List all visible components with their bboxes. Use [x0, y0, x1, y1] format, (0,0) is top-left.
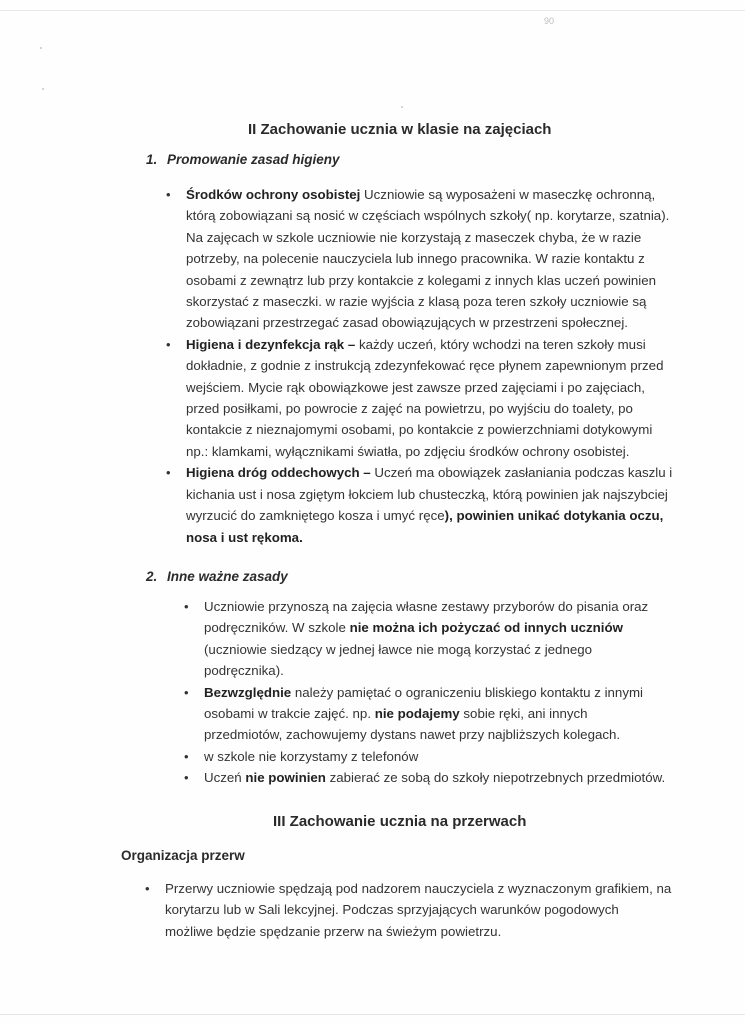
text: możliwe będzie spędzanie przerw na świeżym powietrzu. — [165, 923, 502, 939]
subsection-title-text: Promowanie zasad higieny — [167, 152, 340, 167]
bullet-icon: • — [166, 336, 171, 352]
scan-speck — [401, 106, 403, 108]
text: w szkole nie korzystamy z telefonów — [204, 748, 419, 764]
list-item — [184, 767, 704, 788]
text-line — [186, 270, 706, 291]
text: należy pamiętać o ograniczeniu bliskiego kontaktu z innymi — [291, 684, 644, 700]
subsection-title-1 — [146, 152, 340, 167]
list-item — [166, 462, 706, 548]
text-line — [186, 419, 706, 440]
list-item — [184, 682, 704, 746]
text-line — [204, 682, 704, 703]
text: Uczeń — [204, 770, 246, 786]
text: zabierać ze sobą do szkoły niepotrzebnych przedmiotów. — [325, 770, 666, 786]
text: każdy uczeń, który wchodzi na teren szkoły musi — [355, 336, 646, 352]
text-line — [186, 441, 706, 462]
text: sobie ręki, ani innych — [459, 706, 588, 722]
bullet-icon: • — [184, 748, 189, 764]
subsection-title-2 — [146, 569, 288, 584]
text-line — [165, 899, 705, 920]
list-item — [184, 746, 704, 767]
text-line — [165, 921, 705, 942]
text-line — [186, 462, 706, 483]
bold-text: Bezwzględnie — [204, 684, 292, 700]
text-line — [186, 205, 706, 226]
text: którą zobowiązani są nosić w częściach wspólnych szkoły( np. korytarze, szatnia). — [186, 208, 670, 224]
text-line — [204, 617, 704, 638]
bullet-list-hygiene — [166, 184, 706, 548]
bold-text: nie można ich pożyczać od innych uczniów — [349, 620, 623, 636]
text: dokładnie, z godnie z instrukcją zdezynfekować ręce płynem zapewnionym przed — [186, 358, 664, 374]
text-line — [186, 291, 706, 312]
text-line — [186, 484, 706, 505]
text: np.: klamkami, wyłącznikami światła, po zdjęciu środków ochrony osobistej. — [186, 443, 630, 459]
subsection-number: 2. — [146, 569, 158, 584]
list-item — [166, 334, 706, 462]
text-line — [186, 227, 706, 248]
text: Uczniowie przynoszą na zajęcia własne zestawy przyborów do pisania oraz — [204, 599, 649, 614]
bullet-list-breaks — [145, 878, 705, 942]
text-line — [165, 878, 705, 899]
bullet-icon: • — [184, 770, 189, 786]
text-line — [186, 377, 706, 398]
text-line — [204, 767, 704, 788]
bullet-list-other-rules — [184, 596, 704, 789]
subsection-title-breaks: Organizacja przerw — [121, 848, 245, 863]
text: kichania ust i nosa zgiętym łokciem lub chusteczką, którą powinien jak najszybciej — [186, 486, 668, 502]
text-line — [186, 355, 706, 376]
subsection-number: 1. — [146, 152, 158, 167]
list-item — [184, 596, 704, 682]
bullet-icon: • — [184, 684, 189, 700]
section-heading-iii: III Zachowanie ucznia na przerwach — [273, 813, 527, 830]
bullet-icon: • — [166, 187, 171, 202]
text-line — [204, 724, 704, 745]
text-line — [204, 703, 704, 724]
text: podręczników. W szkole — [204, 620, 350, 636]
section-heading-ii: II Zachowanie ucznia w klasie na zajęciach — [248, 121, 552, 138]
scan-edge-bottom — [0, 1014, 745, 1015]
text: osobami w trakcie zajęć. np. — [204, 706, 375, 722]
text-line — [204, 660, 704, 681]
text: Uczeń ma obowiązek zasłaniania podczas kaszlu i — [370, 465, 673, 481]
subsection-title-text: Inne ważne zasady — [167, 569, 288, 584]
text-line — [204, 639, 704, 660]
text: Przerwy uczniowie spędzają pod nadzorem nauczyciela z wyznaczonym grafikiem, na — [165, 881, 672, 896]
text-line — [204, 596, 704, 617]
text: (uczniowie siedzący w jednej ławce nie mogą korzystać z jednego — [204, 641, 593, 657]
text: potrzeby, na polecenie nauczyciela lub innego pracownika. W razie kontaktu z — [186, 251, 645, 267]
text-line — [186, 184, 706, 205]
text: wyrzucić do zamkniętego kosza i umyć ręce — [186, 508, 445, 524]
bold-text: Środków ochrony osobistej — [186, 187, 361, 202]
text-line — [186, 527, 706, 548]
text: zobowiązani przestrzegać zasad obowiązujących w przestrzeni społecznej. — [186, 315, 628, 331]
scan-speck — [40, 47, 42, 49]
text-line — [186, 505, 706, 526]
scan-speck — [42, 88, 44, 90]
list-item — [145, 878, 705, 942]
text: kontakcie z nieznajomymi osobami, po kontakcie z powierzchniami dotykowymi — [186, 422, 653, 438]
text: osobami z zewnątrz lub przy kontakcie z kolegami z innych klas uczeń powinien — [186, 272, 657, 288]
bold-text: ), powinien unikać dotykania oczu, — [444, 508, 664, 524]
bold-text: Higiena dróg oddechowych – — [186, 465, 371, 481]
bold-text: nosa i ust rękoma. — [186, 529, 303, 545]
bullet-icon: • — [184, 599, 189, 614]
text-line — [186, 312, 706, 333]
bullet-icon: • — [166, 465, 171, 481]
text-line — [186, 398, 706, 419]
scan-edge-top — [0, 10, 745, 11]
bullet-icon: • — [145, 881, 150, 896]
page-number: 90 — [544, 16, 555, 26]
text: Na zajęcach w szkole uczniowie nie korzystają z maseczek chyba, że w razie — [186, 229, 642, 245]
text-line — [186, 334, 706, 355]
bold-text: nie powinien — [245, 770, 326, 786]
text-line — [204, 746, 704, 767]
text: wejściem. Mycie rąk obowiązkowe jest zawsze przed zajęciami i po zajęciach, — [186, 379, 645, 395]
text-line — [186, 248, 706, 269]
bold-text: Higiena i dezynfekcja rąk – — [186, 336, 356, 352]
text: przed posiłkami, po powrocie z zajęć na powietrzu, po wyjściu do toalety, po — [186, 401, 633, 417]
text: skorzystać z maseczki. w razie wyjścia z klasą poza teren szkoły uczniowie są — [186, 294, 647, 310]
bold-text: nie podajemy — [374, 706, 460, 722]
list-item — [166, 184, 706, 334]
text: podręcznika). — [204, 663, 284, 679]
text: Uczniowie są wyposażeni w maseczkę ochronną, — [360, 187, 656, 202]
text: przedmiotów, zachowujemy dystans nawet przy najbliższych kolegach. — [204, 727, 621, 743]
text: korytarzu lub w Sali lekcyjnej. Podczas sprzyjających warunków pogodowych — [165, 902, 619, 918]
